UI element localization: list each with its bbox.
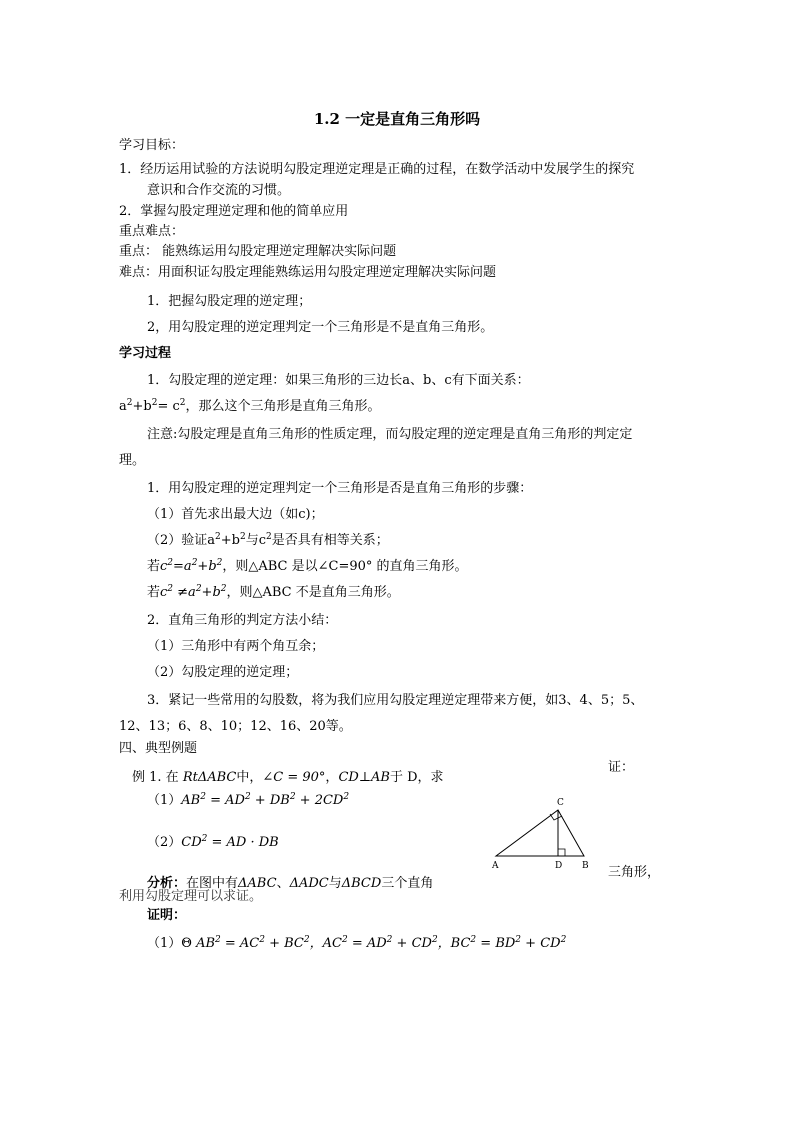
condition-right-triangle: 若$c^2=a^2+b^2$，则△ABC 是以∠C=90° 的直角三角形。 [147, 558, 468, 574]
analysis-line: 分析：在图中有ΔABC、ΔADC与ΔBCD三个直角 [147, 876, 434, 891]
steps-title: 1．用勾股定理的逆定理判定一个三角形是否是直角三角形的步骤： [147, 481, 533, 496]
right-angle-mark-d [558, 849, 565, 856]
condition-not-right-triangle: 若$c^2 \ne a^2+b^2$，则△ABC 不是直角三角形。 [147, 584, 400, 600]
key-points-heading: 重点难点： [119, 224, 185, 239]
note-line-2: 理。 [119, 453, 146, 468]
step-1: （1）首先求出最大边（如c)； [147, 507, 324, 522]
note-line-1: 注意:勾股定理是直角三角形的性质定理，而勾股定理的逆定理是直角三角形的判定定 [147, 427, 633, 442]
question-2: $(2)CD^2$ = AD · DB [147, 834, 279, 850]
process-heading: 学习过程 [119, 346, 172, 361]
summary-item-2: （2）勾股定理的逆定理； [147, 665, 299, 680]
page-title: 1.2 一定是直角三角形吗 [313, 110, 481, 128]
key-point-1: 1．把握勾股定理的逆定理； [147, 294, 312, 309]
converse-formula-line: $a^2+b^2= c^2$，那么这个三角形是直角三角形。 [119, 398, 381, 414]
analysis-conclusion: 利用勾股定理可以求证。 [119, 889, 263, 904]
focus-point: 重点： 能熟练运用勾股定理逆定理解决实际问题 [119, 244, 397, 259]
goals-heading: 学习目标： [119, 138, 185, 153]
summary-title: 2．直角三角形的判定方法小结： [147, 613, 338, 628]
label-c: C [557, 798, 564, 808]
summary-item-1: （1）三角形中有两个角互余； [147, 639, 325, 654]
pythagorean-triples-line-1: 3．紧记一些常用的勾股数，将为我们应用勾股定理逆定理带来方便，如3、4、5；5、 [147, 693, 644, 708]
goal-1-line-2: 意识和合作交流的习惯。 [147, 183, 291, 198]
proof-line-1: （1）Θ $AB^2 = AC^2 + BC^2$，$AC^2 = AD^2 + CD^2$，$BC^2 = BD^2 + CD^2$ [147, 935, 567, 951]
question-1: $(1)AB^2 = AD^2 + DB^2 + 2CD^2$ [147, 792, 350, 808]
examples-heading: 四、典型例题 [119, 741, 198, 756]
goal-1-line-1: 1．经历运用试验的方法说明勾股定理逆定理是正确的过程，在数学活动中发展学生的探究 [119, 162, 635, 177]
label-b: B [582, 861, 589, 871]
example-1-prove: 证： [608, 760, 635, 775]
key-point-2: 2，用勾股定理的逆定理判定一个三角形是不是直角三角形。 [147, 320, 494, 335]
triangle-abc [496, 810, 584, 856]
label-d: D [555, 861, 563, 871]
label-a: A [492, 861, 499, 871]
right-triangle-figure [488, 792, 598, 872]
analysis-continued: 三角形， [608, 865, 661, 880]
step-2: （2）验证$a^2+b^2$与$c^2$是否具有相等关系； [147, 532, 389, 548]
pythagorean-triples-line-2: 12、13；6、8、10；12、16、20等。 [119, 719, 352, 734]
converse-theorem-line: 1．勾股定理的逆定理：如果三角形的三边长a、b、c有下面关系： [147, 373, 530, 388]
example-1-statement: 例 1. 在 RtΔABC中，∠C = 90°，CD⊥AB于 D，求 [132, 770, 444, 785]
formula-a2b2c2: $a^2+b^2= c^2$ [119, 398, 186, 414]
proof-label: 证明： [147, 908, 187, 923]
difficulty-point: 难点：用面积证勾股定理能熟练运用勾股定理逆定理解决实际问题 [119, 265, 497, 280]
goal-2: 2．掌握勾股定理逆定理和他的简单应用 [119, 204, 349, 219]
